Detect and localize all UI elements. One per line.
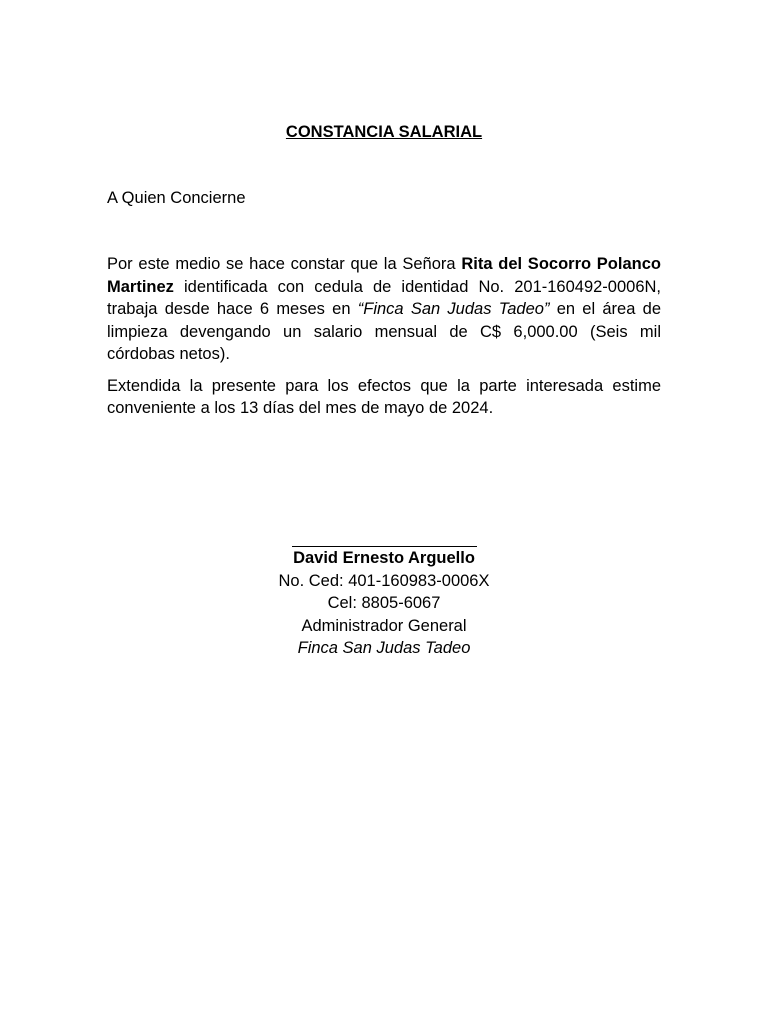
paragraph1-part1: Por este medio se hace constar que la Señora xyxy=(107,255,462,273)
signer-id-number: No. Ced: 401-160983-0006X xyxy=(278,571,490,590)
employee-name: Rita del Socorro Polanco Martinez xyxy=(107,255,661,296)
paragraph1-part3: en el área de limpieza devengando un salario mensual de C$ 6,000.00 (Seis mil córdobas netos). xyxy=(107,300,661,363)
document-body xyxy=(107,253,661,429)
company-name-quoted: “Finca San Judas Tadeo” xyxy=(357,300,550,318)
signer-phone: Cel: 8805-6067 xyxy=(327,594,441,612)
document-title: CONSTANCIA SALARIAL xyxy=(285,123,483,141)
signer-name: David Ernesto Arguello xyxy=(293,549,475,567)
paragraph-closing: Extendida la presente para los efectos que la parte interesada estime conveniente a los 13 días del mes de mayo de 2024. xyxy=(107,376,661,417)
signature-line xyxy=(292,531,477,547)
signature-block xyxy=(0,531,768,660)
paragraph-salary-statement xyxy=(107,253,661,366)
signer-position: Administrador General xyxy=(301,616,467,635)
paragraph1-part2: identificada con cedula de identidad No. 201-160492-0006N, trabaja desde hace 6 meses en xyxy=(107,277,661,318)
salutation: A Quien Concierne xyxy=(107,189,246,207)
signer-company: Finca San Judas Tadeo xyxy=(297,639,471,657)
